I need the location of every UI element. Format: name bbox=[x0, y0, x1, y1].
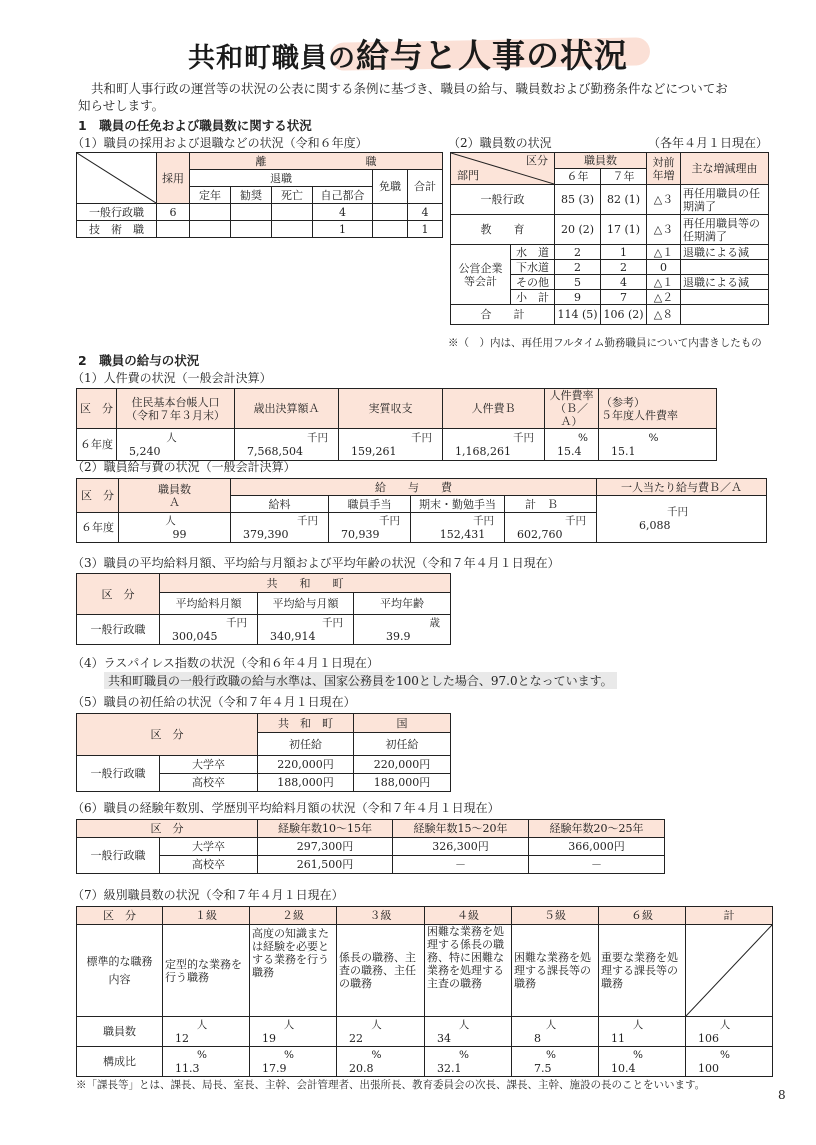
section2-heading: 2 職員の給与の状況 bbox=[78, 353, 200, 368]
header-exp-15-20: 経験年数15～20年 bbox=[393, 820, 529, 838]
cell: 220,000円 bbox=[258, 756, 354, 774]
cell: 人 19 bbox=[250, 1017, 337, 1047]
cell bbox=[681, 305, 769, 325]
cell: 6 bbox=[157, 204, 190, 221]
row-label: 合 計 bbox=[451, 305, 555, 325]
cell: 4 bbox=[408, 204, 443, 221]
cell: 85 (3) bbox=[555, 185, 601, 215]
cell bbox=[231, 221, 272, 238]
header-per-person: 一人当たり給与費Ｂ／Ａ bbox=[597, 479, 767, 496]
cell: % 20.8 bbox=[337, 1047, 425, 1077]
diagonal-header-cell bbox=[77, 153, 157, 204]
header-starting-town: 初任給 bbox=[258, 733, 354, 756]
header-grade-1: １級 bbox=[163, 907, 250, 925]
per-person-cell: 千円 6,088 bbox=[597, 496, 767, 543]
cell: % 17.9 bbox=[250, 1047, 337, 1077]
row-label: 大学卒 bbox=[160, 838, 258, 856]
s1-t2-as-of: （各年４月１日現在） bbox=[648, 136, 769, 150]
cell: 261,500円 bbox=[258, 856, 393, 874]
cell: 千円 7,568,504 bbox=[235, 429, 339, 461]
cell: △３ bbox=[647, 185, 681, 215]
header-teinen: 定年 bbox=[190, 187, 231, 204]
title-part-1: 共和町職員の bbox=[188, 43, 356, 74]
s1-t2-caption: （2）職員数の状況 bbox=[448, 136, 552, 150]
cell: 千円 152,431 bbox=[411, 513, 505, 543]
cell: 千円 300,045 bbox=[160, 615, 258, 645]
cell: － bbox=[529, 856, 665, 874]
cell: 退職による減 bbox=[681, 275, 769, 290]
header-bonus: 期末・勤勉手当 bbox=[411, 496, 505, 513]
cell: 千円 340,914 bbox=[258, 615, 354, 645]
row-label: 高校卒 bbox=[160, 856, 258, 874]
group-label: 一般行政職 bbox=[77, 838, 160, 874]
page-title bbox=[0, 30, 816, 77]
cell: 人 99 bbox=[119, 513, 231, 543]
group-label: 公営企業等会計 bbox=[451, 245, 511, 305]
table-row bbox=[451, 245, 769, 260]
header-y7: ７年 bbox=[601, 169, 647, 185]
table-row-ratios bbox=[77, 1047, 773, 1077]
cell: 4 bbox=[601, 275, 647, 290]
header-avg-base: 平均給料月額 bbox=[160, 593, 258, 615]
title-part-2: 給与と人事の状況 bbox=[356, 36, 628, 75]
cell: 人 5,240 bbox=[117, 429, 235, 461]
cell: 人 12 bbox=[163, 1017, 250, 1047]
header-rishoku: 離 職 bbox=[190, 153, 443, 170]
cell: 人 106 bbox=[686, 1017, 773, 1047]
personnel-cost-table bbox=[76, 388, 717, 461]
cell: 人 22 bbox=[337, 1017, 425, 1047]
cell: 千円 602,760 bbox=[505, 513, 597, 543]
cell: 4 bbox=[313, 204, 373, 221]
starting-salary-table bbox=[76, 713, 451, 792]
table-row bbox=[77, 429, 717, 461]
experience-salary-table bbox=[76, 819, 665, 874]
row-label: その他 bbox=[511, 275, 555, 290]
duty-cell: 係長の職務、主査の職務、主任の職務 bbox=[337, 925, 425, 1017]
s1-t1-caption: （1）職員の採用および退職などの状況（令和６年度） bbox=[72, 136, 368, 150]
cell: 2 bbox=[555, 260, 601, 275]
cell: 114 (5) bbox=[555, 305, 601, 325]
cell: 千円 379,390 bbox=[231, 513, 329, 543]
header-avg-age: 平均年齢 bbox=[354, 593, 451, 615]
header-kyuyo: 給 与 費 bbox=[231, 479, 597, 496]
table-row bbox=[451, 185, 769, 215]
cell bbox=[373, 204, 408, 221]
duty-cell: 高度の知識または経験を必要とする業務を行う職務 bbox=[250, 925, 337, 1017]
cell: 歳 39.9 bbox=[354, 615, 451, 645]
cell: △８ bbox=[647, 305, 681, 325]
cell: % 100 bbox=[686, 1047, 773, 1077]
cell: 千円 159,261 bbox=[339, 429, 443, 461]
header-balance: 実質収支 bbox=[339, 389, 443, 429]
table-row bbox=[77, 756, 451, 774]
cell: 297,300円 bbox=[258, 838, 393, 856]
header-count: 職員数 Ａ bbox=[119, 479, 231, 513]
cell: % 32.1 bbox=[425, 1047, 512, 1077]
cell: △１ bbox=[647, 275, 681, 290]
header-exp-20-25: 経験年数20～25年 bbox=[529, 820, 665, 838]
header-kubun: 区 分 bbox=[77, 479, 119, 513]
cell: 9 bbox=[555, 290, 601, 305]
header-saiyo: 採用 bbox=[157, 153, 190, 204]
header-jiko: 自己都合 bbox=[313, 187, 373, 204]
header-grade-5: ５級 bbox=[512, 907, 599, 925]
header-allowance: 職員手当 bbox=[329, 496, 411, 513]
cell bbox=[157, 221, 190, 238]
cell: 0 bbox=[647, 260, 681, 275]
cell: 人 8 bbox=[512, 1017, 599, 1047]
table-row bbox=[77, 221, 443, 238]
header-shibo: 死亡 bbox=[272, 187, 313, 204]
cell: 人 34 bbox=[425, 1017, 512, 1047]
cell: 再任用職員等の任期満了 bbox=[681, 215, 769, 245]
cell: 17 (1) bbox=[601, 215, 647, 245]
table-row bbox=[77, 838, 665, 856]
duty-cell: 困難な業務を処理する係長の職務、特に困難な業務を処理する主査の職務 bbox=[425, 925, 512, 1017]
header-bumon: 部門 bbox=[457, 169, 479, 182]
header-kubun: 区 分 bbox=[77, 820, 258, 838]
cell: 千円 1,168,261 bbox=[443, 429, 545, 461]
intro-paragraph: 共和町人事行政の運営等の状況の公表に関する条例に基づき、職員の給与、職員数および勤務条件などについてお知らせします。 bbox=[78, 81, 728, 113]
cell: % 15.4 bbox=[545, 429, 599, 461]
cell bbox=[272, 221, 313, 238]
row-label: 一般行政職 bbox=[77, 615, 160, 645]
cell: 188,000円 bbox=[258, 774, 354, 792]
header-population: 住民基本台帳人口 （令和７年３月末） bbox=[117, 389, 235, 429]
table-row bbox=[77, 204, 443, 221]
s2-t7-note: ※「課長等」とは、課長、局長、室長、主幹、会計管理者、出張所長、教育委員会の次長、課長、主幹、施設の長のことをいいます。 bbox=[76, 1079, 706, 1091]
row-label: 大学卒 bbox=[160, 756, 258, 774]
cell bbox=[190, 204, 231, 221]
cell: 再任用職員の任期満了 bbox=[681, 185, 769, 215]
salary-cost-table bbox=[76, 478, 767, 543]
duty-cell: 定型的な業務を行う職務 bbox=[163, 925, 250, 1017]
row-label: 水 道 bbox=[511, 245, 555, 260]
header-ref-ratio: （参考） ５年度人件費率 bbox=[599, 389, 717, 429]
cell: 1 bbox=[408, 221, 443, 238]
header-reason: 主な増減理由 bbox=[681, 153, 769, 185]
header-kubun: 区 分 bbox=[77, 907, 163, 925]
cell: － bbox=[393, 856, 529, 874]
staff-count-table bbox=[450, 152, 769, 325]
row-label: 職員数 bbox=[77, 1017, 163, 1047]
row-label: 技 術 職 bbox=[77, 221, 157, 238]
cell: 366,000円 bbox=[529, 838, 665, 856]
cell: 326,300円 bbox=[393, 838, 529, 856]
header-taishoku: 退職 bbox=[190, 170, 373, 187]
table-row-duties bbox=[77, 925, 773, 1017]
s1-t2-note: ※（ ）内は、再任用フルタイム勤務職員について内書きしたもの bbox=[448, 337, 762, 349]
average-salary-table bbox=[76, 573, 451, 645]
cell: △３ bbox=[647, 215, 681, 245]
header-total: 計 Ｂ bbox=[505, 496, 597, 513]
cell: 退職による減 bbox=[681, 245, 769, 260]
cell: 人 11 bbox=[599, 1017, 686, 1047]
header-diff: 対前 年増 bbox=[647, 153, 681, 185]
row-label: 一般行政 bbox=[451, 185, 555, 215]
cell bbox=[272, 204, 313, 221]
duty-cell: 困難な業務を処理する課長等の職務 bbox=[512, 925, 599, 1017]
cell: 1 bbox=[313, 221, 373, 238]
laspeyres-text: 共和町職員の一般行政職の給与水準は、国家公務員を100とした場合、97.0となっています。 bbox=[104, 672, 617, 689]
s2-t4-caption: （4）ラスパイレス指数の状況（令和６年４月１日現在） bbox=[72, 656, 379, 670]
row-label: 高校卒 bbox=[160, 774, 258, 792]
header-kubun: 区分 bbox=[526, 154, 548, 167]
cell: 20 (2) bbox=[555, 215, 601, 245]
header-ratio: 人件費率 （Ｂ／Ａ） bbox=[545, 389, 599, 429]
cell: 千円 70,939 bbox=[329, 513, 411, 543]
header-kubun: 区 分 bbox=[77, 574, 160, 615]
header-expenditure: 歳出決算額Ａ bbox=[235, 389, 339, 429]
page-number: 8 bbox=[778, 1088, 786, 1102]
row-label: ６年度 bbox=[77, 429, 117, 461]
group-label: 一般行政職 bbox=[77, 756, 160, 792]
diagonal-empty-cell bbox=[686, 925, 773, 1017]
row-label: ６年度 bbox=[77, 513, 119, 543]
header-starting-national: 初任給 bbox=[354, 733, 451, 756]
header-menshoku: 免職 bbox=[373, 170, 408, 204]
header-grade-6: ６級 bbox=[599, 907, 686, 925]
header-town: 共 和 町 bbox=[160, 574, 451, 593]
header-grade-4: ４級 bbox=[425, 907, 512, 925]
section1-heading: 1 職員の任免および職員数に関する状況 bbox=[78, 118, 312, 133]
table-row-counts bbox=[77, 1017, 773, 1047]
cell bbox=[681, 260, 769, 275]
table-row-total bbox=[451, 305, 769, 325]
table-row bbox=[451, 215, 769, 245]
header-y6: ６年 bbox=[555, 169, 601, 185]
header-grade-3: ３級 bbox=[337, 907, 425, 925]
cell: % 7.5 bbox=[512, 1047, 599, 1077]
cell: % 15.1 bbox=[599, 429, 717, 461]
header-kubun: 区 分 bbox=[77, 714, 258, 756]
cell: 188,000円 bbox=[354, 774, 451, 792]
row-label: 下水道 bbox=[511, 260, 555, 275]
cell: 220,000円 bbox=[354, 756, 451, 774]
header-personnel-cost: 人件費Ｂ bbox=[443, 389, 545, 429]
hiring-retirement-table bbox=[76, 152, 443, 238]
s2-t5-caption: （5）職員の初任給の状況（令和７年４月１日現在） bbox=[72, 695, 356, 709]
table-row bbox=[77, 856, 665, 874]
header-shokuin: 職員数 bbox=[555, 153, 647, 169]
cell: % 11.3 bbox=[163, 1047, 250, 1077]
row-label: 小 計 bbox=[511, 290, 555, 305]
s2-t7-caption: （7）級別職員数の状況（令和７年４月１日現在） bbox=[72, 888, 344, 902]
duty-cell: 重要な業務を処理する課長等の職務 bbox=[599, 925, 686, 1017]
cell: △２ bbox=[647, 290, 681, 305]
grade-staff-table bbox=[76, 906, 773, 1077]
cell bbox=[681, 290, 769, 305]
header-kubun: 区 分 bbox=[77, 389, 117, 429]
table-row bbox=[77, 615, 451, 645]
cell: 1 bbox=[601, 245, 647, 260]
cell: 106 (2) bbox=[601, 305, 647, 325]
header-avg-total: 平均給与月額 bbox=[258, 593, 354, 615]
s2-t1-caption: （1）人件費の状況（一般会計決算） bbox=[72, 371, 272, 385]
diagonal-header-cell bbox=[451, 153, 555, 185]
header-exp-10-15: 経験年数10～15年 bbox=[258, 820, 393, 838]
s2-t3-caption: （3）職員の平均給料月額、平均給与月額および平均年齢の状況（令和７年４月１日現在） bbox=[72, 556, 560, 570]
header-gokei: 合計 bbox=[408, 170, 443, 204]
cell: 2 bbox=[601, 260, 647, 275]
cell: △１ bbox=[647, 245, 681, 260]
header-grade-2: ２級 bbox=[250, 907, 337, 925]
cell: 5 bbox=[555, 275, 601, 290]
row-label: 一般行政職 bbox=[77, 204, 157, 221]
cell bbox=[190, 221, 231, 238]
header-kansho: 勧奨 bbox=[231, 187, 272, 204]
header-total: 計 bbox=[686, 907, 773, 925]
cell: 82 (1) bbox=[601, 185, 647, 215]
cell bbox=[231, 204, 272, 221]
cell: % 10.4 bbox=[599, 1047, 686, 1077]
cell: 2 bbox=[555, 245, 601, 260]
cell bbox=[373, 221, 408, 238]
header-national: 国 bbox=[354, 714, 451, 733]
header-salary: 給料 bbox=[231, 496, 329, 513]
row-label: 標準的な職務 内容 bbox=[77, 925, 163, 1017]
cell: 7 bbox=[601, 290, 647, 305]
row-label: 教 育 bbox=[451, 215, 555, 245]
header-town: 共 和 町 bbox=[258, 714, 354, 733]
s2-t6-caption: （6）職員の経験年数別、学歴別平均給料月額の状況（令和７年４月１日現在） bbox=[72, 801, 500, 815]
s2-t2-caption: （2）職員給与費の状況（一般会計決算） bbox=[72, 460, 296, 474]
row-label: 構成比 bbox=[77, 1047, 163, 1077]
